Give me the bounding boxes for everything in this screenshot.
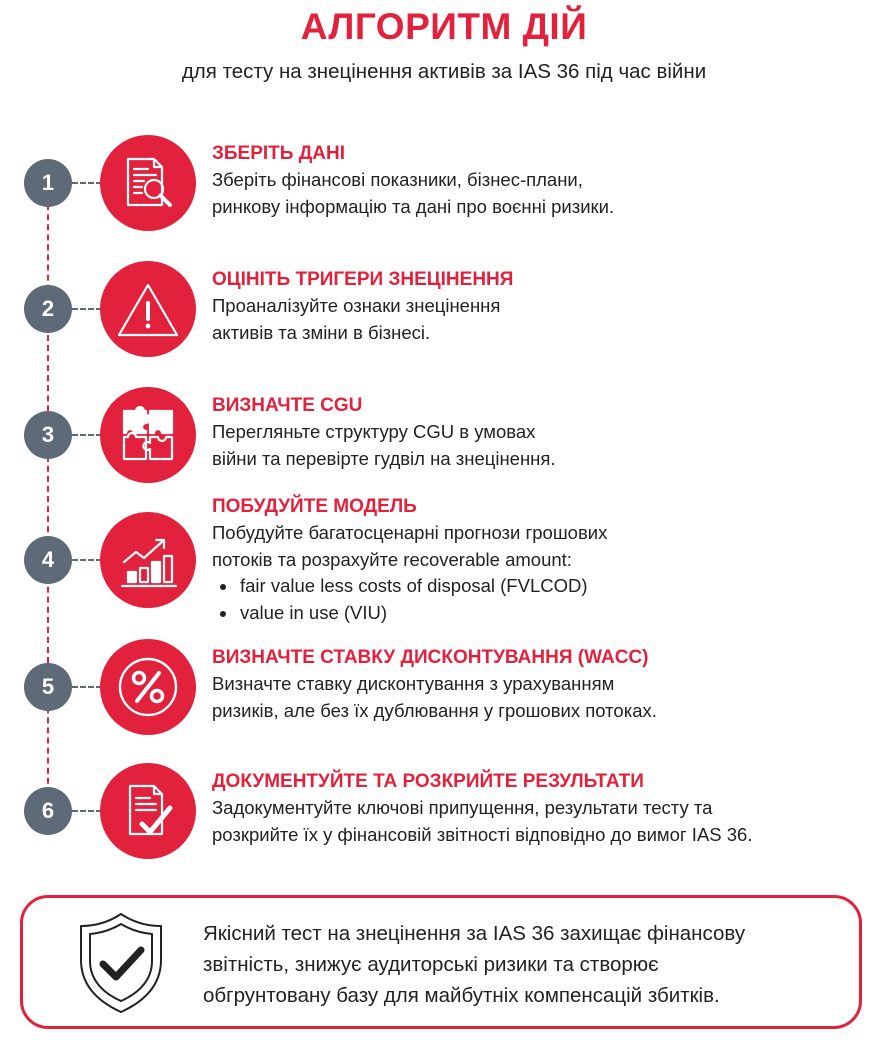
step-description-line: розкрийте їх у фінансовій звітності відповідно до вимог IAS 36. (212, 823, 753, 845)
step-description-line: активів та зміни в бізнесі. (212, 321, 431, 343)
shield-check-icon (73, 910, 169, 1016)
step-text (212, 393, 872, 472)
step-description-line: ризиків, але без їх дублювання у грошових потоках. (212, 699, 657, 721)
step-description-line: ринкову інформацію та дані про воєнні ризики. (212, 195, 615, 217)
step-text (212, 141, 872, 220)
step-title: ОЦІНІТЬ ТРИГЕРИ ЗНЕЦІНЕННЯ (212, 269, 514, 290)
summary-callout (20, 895, 862, 1029)
step-connector (72, 559, 102, 561)
step-number-badge: 4 (24, 536, 72, 584)
step-text (212, 267, 872, 346)
bullet-list (212, 573, 872, 626)
document-check-icon (118, 780, 178, 842)
step-title: ЗБЕРІТЬ ДАНІ (212, 143, 345, 164)
growth-chart-icon (116, 528, 180, 592)
step-connector (72, 434, 102, 436)
puzzle-icon (116, 403, 180, 467)
bullet-item: fair value less costs of disposal (FVLCOD) (234, 573, 872, 600)
step-number-badge: 5 (24, 663, 72, 711)
timeline-line (47, 184, 49, 814)
document-search-icon (118, 153, 178, 213)
page-title: АЛГОРИТМ ДІЙ (300, 6, 588, 47)
step-title: ВИЗНАЧТЕ СТАВКУ ДИСКОНТУВАННЯ (WACC) (212, 647, 649, 668)
step-text (212, 645, 872, 724)
step-connector (72, 810, 102, 812)
step-connector (72, 182, 102, 184)
step-icon-circle (100, 512, 196, 608)
step-connector (72, 686, 102, 688)
callout-line: звітність, знижує аудиторські ризики та створює (203, 953, 659, 976)
step-number-badge: 2 (24, 285, 72, 333)
step-description-line: Перегляньте структуру CGU в умовах (212, 421, 536, 442)
step-icon-circle (100, 261, 196, 357)
step-description-line: Визначте ставку дисконтування з урахуванням (212, 673, 615, 694)
bullet-item: value in use (VIU) (234, 600, 872, 627)
step-title: ВИЗНАЧТЕ CGU (212, 395, 363, 416)
step-text (212, 769, 872, 848)
step-description-line: потоків та розрахуйте recoverable amount: (212, 548, 572, 570)
step-number-badge: 3 (24, 411, 72, 459)
step-description-line: Зберіть фінансові показники, бізнес-плани, (212, 169, 583, 190)
step-icon-circle (100, 135, 196, 231)
callout-text (203, 918, 843, 1011)
percent-icon (115, 654, 181, 720)
callout-icon (73, 910, 169, 1021)
warning-triangle-icon (115, 279, 181, 339)
step-icon-circle (100, 387, 196, 483)
page-subtitle: для тесту на знецінення активів за IAS 36 під час війни (181, 60, 707, 83)
step-number-badge: 6 (24, 787, 72, 835)
step-description-line: Побудуйте багатосценарні прогнози грошових (212, 522, 608, 543)
step-title: ДОКУМЕНТУЙТЕ ТА РОЗКРИЙТЕ РЕЗУЛЬТАТИ (212, 771, 644, 792)
callout-line: обгрунтовану базу для майбутніх компенсацій збитків. (203, 984, 720, 1007)
step-description-line: Проаналізуйте ознаки знецінення (212, 295, 501, 316)
step-icon-circle (100, 639, 196, 735)
callout-line: Якісний тест на знецінення за IAS 36 захищає фінансову (203, 922, 746, 945)
step-icon-circle (100, 763, 196, 859)
step-connector (72, 308, 102, 310)
step-text (212, 494, 872, 626)
step-title: ПОБУДУЙТЕ МОДЕЛЬ (212, 496, 417, 517)
step-description-line: війни та перевірте гудвіл на знецінення. (212, 447, 556, 469)
step-description-line: Задокументуйте ключові припущення, результати тесту та (212, 797, 713, 818)
step-number-badge: 1 (24, 159, 72, 207)
